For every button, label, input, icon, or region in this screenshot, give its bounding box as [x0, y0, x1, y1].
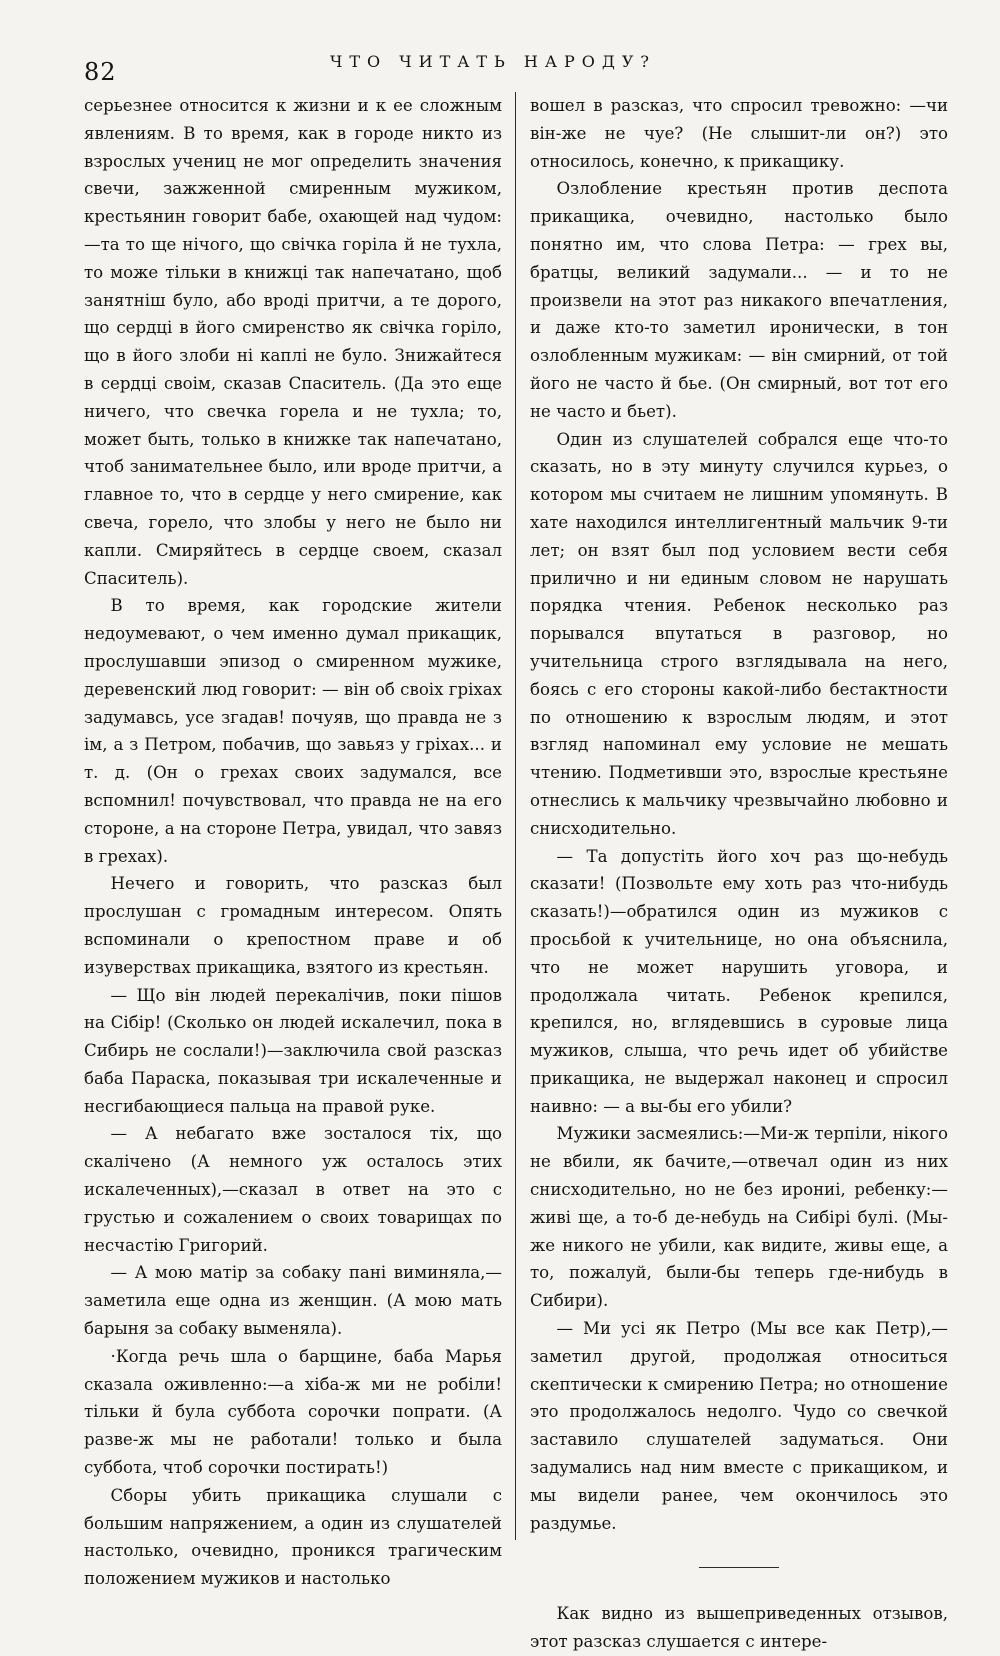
page-number: 82 — [84, 58, 117, 86]
paragraph: Как видно из вышеприведенных отзывов, этот разсказ слушается с интере- — [530, 1604, 948, 1652]
paragraph: В то время, как городские жители недоумевают, о чем именно думал прикащик, прослушавши эпизод о смиренном мужике, деревенский люд говорит: — вiн об своiх грiхах задумавсь, усе згадав! почуяв, що правда не з iм, а з Петром, побачив, що завьяз у грiхах... и т. д. (Он о грехах своих задумался, все вспомнил! почувствовал, что правда не на его стороне, а на стороне Петра, увидал, что завяз в грехах). — [84, 596, 502, 866]
paragraph: — Що вiн людей перекалiчив, поки пiшов на Сiбiр! (Сколько он людей искалечил, пока в Сибирь не сослали!)—заключила свой разсказ баба Параска, показывая три искалеченные и несгибающиеся пальца на правой руке. — [84, 985, 502, 1116]
paragraph: серьезнее относится к жизни и к ее сложным явлениям. В то время, как в городе никто из взрослых учениц не мог определить значения свечи, зажженной смиренным мужиком, крестьянин говорит бабе, охающей над чудом:—та то ще нiчого, що свiчка горiла й не тухла, то може тiльки в книжцi так напечатано, щоб занятнiш було, або вродi притчи, а те дорого, що сердцi в його смиренство як свiчка горiло, що в його злоби нi каплi не було. Знижайтеся в сердцi своiм, сказав Спаситель. (Да это еще ничего, что свечка горела и не тухла; то, может быть, только в книжке так напечатано, чтоб занимательнее было, или вроде притчи, а главное то, что в сердце у него смирение, как свеча, горело, что злобы у него не было ни капли. Смиряйтесь в сердце своем, сказал Спаситель). — [84, 96, 502, 588]
running-title: ЧТО ЧИТАТЬ НАРОДУ? — [330, 52, 656, 71]
column-divider — [515, 92, 516, 1540]
paragraph: — Ми усi як Петро (Мы все как Петр),— заметил другой, продолжая относиться скептически к смирению Петра; но отношение это продолжалось недолго. Чудо со свечкой заставило слушателей задуматься. Они задумались над ним вместе с прикащиком, и мы видели ранее, чем окончилось это раздумье. — [530, 1319, 948, 1533]
paragraph: ·Когда речь шла о барщине, баба Марья сказала оживленно:—а хiба-ж ми не робiли! тiльки й була суббота сорочки попрати. (А разве-ж мы не работали! только и была суббота, чтоб сорочки постирать!) — [84, 1346, 502, 1478]
paragraph: Озлобление крестьян против деспота прикащика, очевидно, настолько было понятно им, что слова Петра: — грех вы, братцы, великий задумали... — и то не произвели на этот раз никакого впечатления, и даже кто-то заметил иронически, в тон озлобленным мужикам: — вiн смирний, от той його не часто й бье. (Он смирный, вот тот его не часто и бьет). — [530, 179, 948, 421]
left-column — [84, 92, 502, 1593]
paragraph: — Та допустiть його хоч раз що-небудь сказати! (Позвольте ему хоть раз что-нибудь сказать!)—обратился один из мужиков с просьбой к учительнице, но она объяснила, что не может нарушить уговора, и продолжала читать. Ребенок крепился, крепился, но, вглядевшись в суровые лица мужиков, слыша, что речь идет об убийстве прикащика, не выдержал наконец и спросил наивно: — а вы-бы его убили? — [530, 846, 948, 1116]
section-divider — [699, 1567, 779, 1568]
paragraph: Нечего и говорить, что разсказ был прослушан с громадным интересом. Опять вспоминали о крепостном праве и об изуверствах прикащика, взятого из крестьян. — [84, 874, 502, 977]
paragraph: Мужики засмеялись:—Ми-ж терпiли, нiкого не вбили, як бачите,—отвечал один из них снисходительно, но не без ирониi, ребенку:—живi ще, а то-б де-небудь на Сибiрi булi. (Мы-же никого не убили, как видите, живы еще, а то, пожалуй, были-бы теперь где-нибудь в Сибири). — [530, 1124, 948, 1311]
paragraph: — А мою матiр за собаку панi виминяла,— заметила еще одна из женщин. (А мою мать барыня за собаку выменяла). — [84, 1263, 502, 1339]
paragraph: вошел в разсказ, что спросил тревожно: —чи вiн-же не чуе? (Не слышит-ли он?) это относилось, конечно, к прикащику. — [530, 96, 948, 171]
paragraph: Сборы убить прикащика слушали с большим напряжением, а один из слушателей настолько, очевидно, проникся трагическим положением мужиков и настолько — [84, 1485, 502, 1589]
paragraph: Один из слушателей собрался еще что-то сказать, но в эту минуту случился курьез, о котором мы считаем не лишним упомянуть. В хате находился интеллигентный мальчик 9-ти лет; он взят был под условием вести себя прилично и ни единым словом не нарушать порядка чтения. Ребенок несколько раз порывался впутаться в разговор, но учительница строго взглядывала на него, боясь с его стороны какой-либо бестактности по отношению к взрослым людям, и этот взгляд напоминал ему условие не мешать чтению. Подметивши это, взрослые крестьяне отнеслись к мальчику чрезвычайно любовно и снисходительно. — [530, 429, 948, 838]
paragraph: — А небагато вже зосталося тiх, що скалiчено (А немного уж осталось этих искалеченных),—сказал в ответ на это с грустью и сожалением о своих товарищах по несчастiю Григорий. — [84, 1124, 502, 1255]
right-column — [530, 92, 948, 1656]
